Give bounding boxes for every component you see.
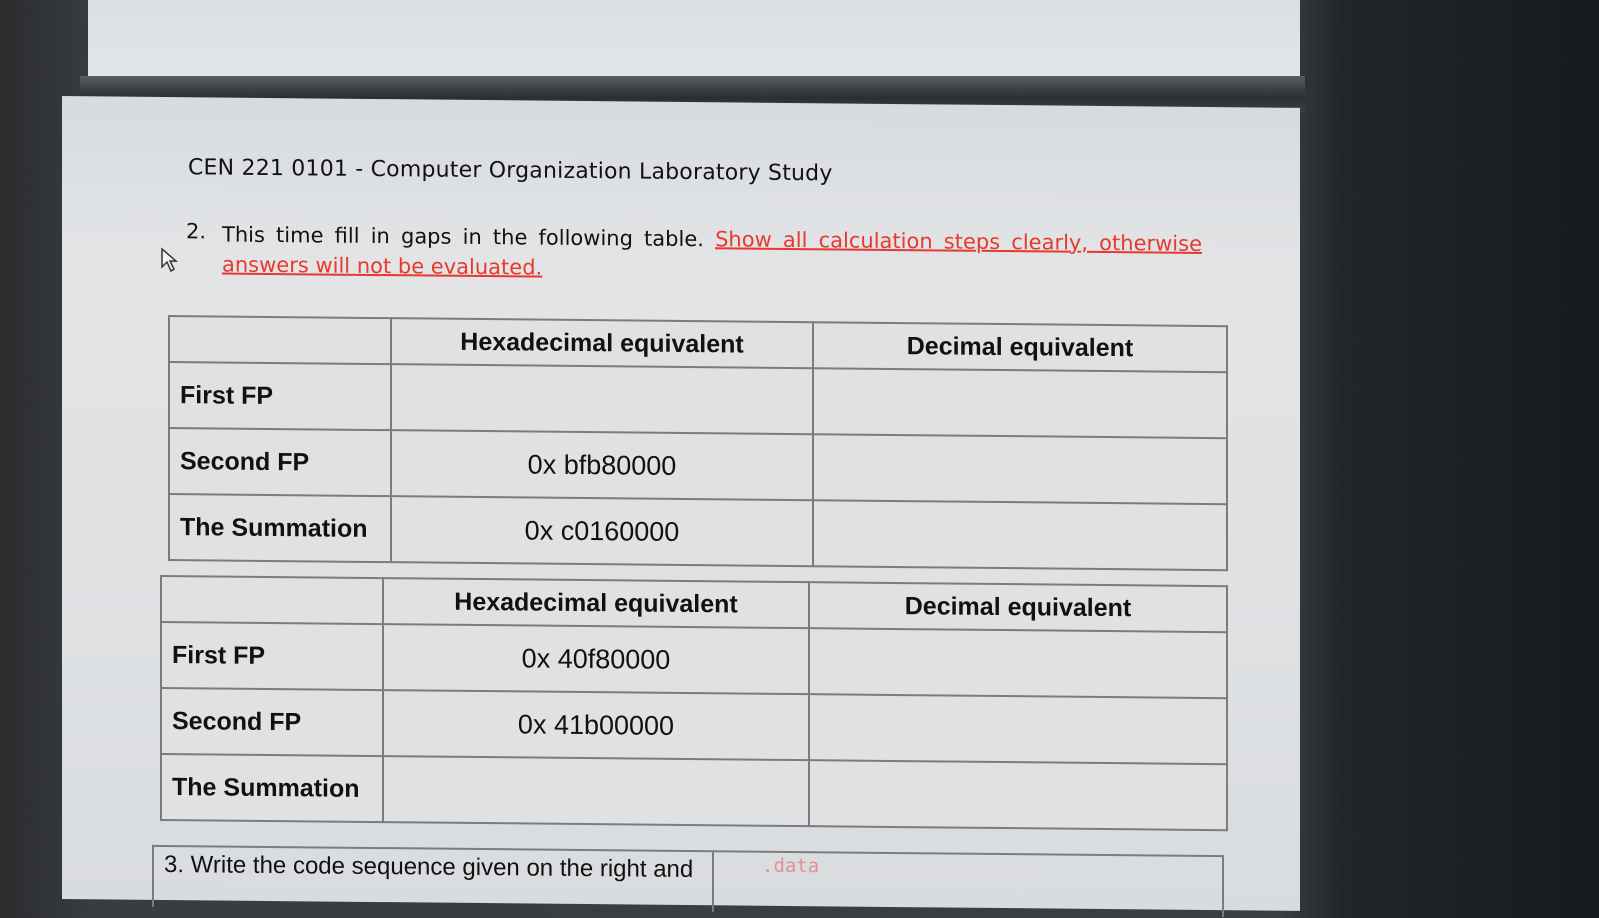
hex-cell: 0x 41b00000 — [383, 690, 809, 760]
decimal-cell — [809, 628, 1227, 698]
question-2-warning: Show all calculation steps clearly, otherwise answers will not be evaluated. — [222, 227, 1202, 280]
row-label: First FP — [161, 622, 383, 690]
row-label: The Summation — [161, 754, 383, 822]
document-page — [62, 96, 1300, 911]
question-3-text: 3. Write the code sequence given on the right and — [164, 850, 694, 884]
row-label: Second FP — [169, 428, 391, 496]
table-row — [161, 622, 1227, 698]
table-header-decimal: Decimal equivalent — [809, 582, 1227, 632]
hex-cell — [383, 756, 809, 826]
table-header-hex: Hexadecimal equivalent — [391, 318, 813, 368]
hex-cell — [391, 364, 813, 434]
question-2-instruction: This time fill in gaps in the following table. — [222, 222, 704, 252]
table-header-empty — [169, 316, 391, 364]
question-2-number: 2. — [186, 219, 207, 244]
hex-cell: 0x bfb80000 — [391, 430, 813, 500]
row-label: The Summation — [169, 494, 391, 562]
decimal-cell — [813, 368, 1227, 438]
question-3-divider — [712, 852, 714, 912]
table-row — [169, 428, 1227, 504]
decimal-cell — [813, 500, 1227, 570]
table-row — [161, 754, 1227, 830]
decimal-cell — [809, 694, 1227, 764]
row-label: Second FP — [161, 688, 383, 756]
course-title: CEN 221 0101 - Computer Organization Laboratory Study — [188, 155, 833, 187]
hex-cell: 0x c0160000 — [391, 496, 813, 566]
code-snippet-line: .data — [762, 854, 820, 878]
fp-table-2 — [160, 575, 1228, 831]
table-header-hex: Hexadecimal equivalent — [383, 578, 809, 628]
decimal-cell — [813, 434, 1227, 504]
table-row — [161, 688, 1227, 764]
hex-cell: 0x 40f80000 — [383, 624, 809, 694]
table-header-empty — [161, 576, 383, 624]
table-row — [169, 494, 1227, 570]
table-row — [169, 362, 1227, 438]
question-3-box — [152, 845, 1224, 917]
mouse-pointer-icon — [160, 247, 178, 273]
table-header-decimal: Decimal equivalent — [813, 322, 1227, 372]
decimal-cell — [809, 760, 1227, 830]
row-label: First FP — [169, 362, 391, 430]
fp-table-1 — [168, 315, 1228, 571]
question-2-text — [222, 220, 1202, 289]
